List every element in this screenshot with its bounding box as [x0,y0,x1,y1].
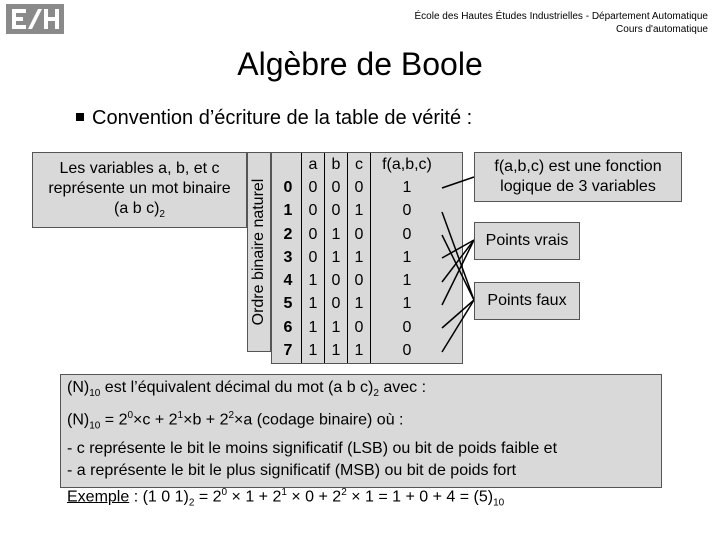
variable-value-cell: 1 [348,339,371,362]
example-label: Exemple [67,488,130,506]
function-line-1: f(a,b,c) est une fonction [494,158,662,175]
variables-line-2: représente un mot binaire [48,180,231,197]
explanation-line-3: - c représente le bit le moins significatif (LSB) ou bit de poids faible et [67,439,558,457]
variable-value-cell: 0 [348,176,371,199]
variable-value-cell: 1 [302,293,325,316]
variable-value-cell: 1 [302,339,325,362]
function-value-cell: 1 [371,246,444,269]
truth-table-header-cell [275,153,302,176]
truth-table-row [275,339,443,362]
truth-table-row [275,246,443,269]
variable-value-cell: 0 [348,269,371,292]
truth-table-header-cell: c [348,153,371,176]
variable-value-cell: 0 [325,293,348,316]
function-value-cell: 0 [371,316,444,339]
variable-value-cell: 0 [348,223,371,246]
variable-value-cell: 1 [302,316,325,339]
header-line-2: Cours d'automatique [616,24,708,35]
function-value-cell: 0 [371,339,444,362]
function-value-cell: 0 [371,200,444,223]
function-description-box [474,152,682,202]
row-index-cell: 0 [283,178,293,196]
truth-table-header-row [275,153,443,176]
variable-value-cell: 1 [348,293,371,316]
variable-value-cell: 1 [348,246,371,269]
explanation-line-1: $(N)_{10}$ est l’équivalent décimal du mot (a b $c)_2$ avec : [67,379,427,400]
truth-table-header-cell: f(a,b,c) [371,153,444,176]
variable-value-cell: 0 [325,269,348,292]
variable-value-cell: 0 [325,176,348,199]
variable-value-cell: 0 [325,200,348,223]
variable-value-cell: 0 [348,316,371,339]
variable-value-cell: 1 [325,316,348,339]
variable-value-cell: 0 [302,200,325,223]
function-value-cell: 1 [371,269,444,292]
function-value-cell: 0 [371,223,444,246]
row-index-cell: 2 [283,225,293,243]
bullet-square-icon [76,113,84,121]
bullet-point [76,107,472,130]
variables-line-3: (a b $c)_2$ [114,200,165,221]
row-index-cell: 3 [283,248,293,266]
truth-table-row [275,200,443,223]
truth-table-row [275,293,443,316]
variable-value-cell: 1 [348,200,371,223]
row-index-cell: 1 [283,202,293,220]
variable-value-cell: 0 [302,223,325,246]
explanation-line-2: $(N)_{10} = 2^0\times c + 2^1\times b + 2^2\times a$ (codage binaire) où : [67,410,404,432]
explanation-line-5: Exemple : (1 0 $1)_2 = 2^0 \times 1 + 2^1 \times 0 + 2^2 \times 1 = 1 + 0 + 4 = (5)_{10}$ [67,486,505,509]
variable-value-cell: 1 [325,246,348,269]
variable-value-cell: 1 [302,269,325,292]
row-index-cell: 4 [283,272,293,290]
truth-table-header-cell: a [302,153,325,176]
truth-table-header-cell: b [325,153,348,176]
explanation-box [60,374,662,509]
row-index-cell: 5 [283,295,293,313]
function-line-2: logique de 3 variables [500,178,656,195]
school-logo-icon [6,4,64,34]
truth-table-row [275,269,443,292]
page-title: Algèbre de Boole [237,46,483,82]
variable-value-cell: 1 [325,339,348,362]
truth-table-row [275,223,443,246]
row-index-cell: 6 [283,318,293,336]
truth-table-row [275,316,443,339]
false-points-box: Points faux [474,282,580,320]
variable-value-cell: 0 [302,246,325,269]
variables-box [32,152,247,228]
truth-table-row [275,176,443,199]
function-value-cell: 1 [371,176,444,199]
bullet-text: Convention d’écriture de la table de vérité : [92,107,473,129]
header-line-1: École des Hautes Études Industrielles - Département Automatique [414,11,708,22]
function-value-cell: 1 [371,293,444,316]
truth-table [275,153,443,363]
variables-line-1: Les variables a, b, et c [59,160,220,177]
true-points-box: Points vrais [474,222,580,260]
row-index-cell: 7 [283,342,293,360]
variable-value-cell: 1 [325,223,348,246]
variable-value-cell: 0 [302,176,325,199]
explanation-line-4: - a représente le bit le plus significatif (MSB) ou bit de poids fort [67,461,517,479]
header [288,10,708,36]
natural-order-label: Ordre binaire naturel [250,178,267,326]
